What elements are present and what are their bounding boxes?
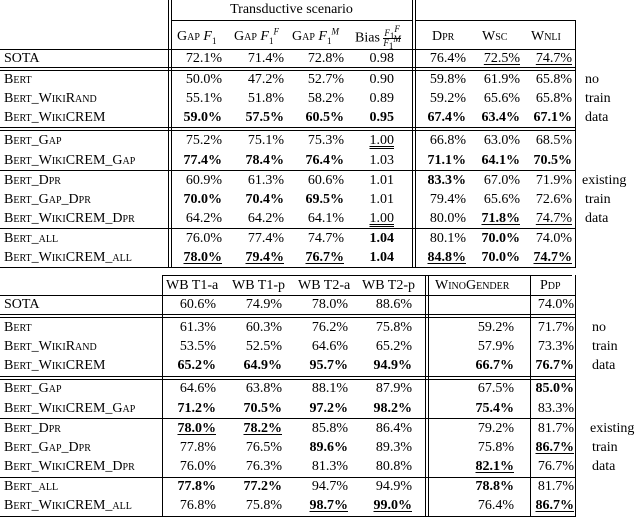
t2-divider — [425, 275, 426, 517]
t1-cell: 59.2% — [429, 91, 466, 106]
t1-cell: 71.8% — [481, 211, 520, 226]
t1-cell: 79.4% — [245, 250, 284, 265]
t2-divider — [428, 275, 429, 517]
t1-cell: 78.0% — [183, 250, 222, 265]
t1-cell: 59.0% — [183, 110, 222, 125]
t2-rule — [0, 418, 576, 419]
t2-cell: 86.7% — [535, 440, 574, 455]
t2-cell: 76.8% — [179, 498, 216, 513]
t2-cell: 95.7% — [309, 358, 348, 373]
t2-cell: 76.5% — [245, 440, 282, 455]
t1-cell: 76.4% — [305, 153, 344, 168]
t2-rule — [0, 295, 576, 296]
t2-rule — [0, 477, 576, 478]
t2-sota-label: SOTA — [4, 297, 40, 312]
t1-cell: 77.4% — [247, 231, 284, 246]
t2-cell: 98.7% — [309, 498, 348, 513]
t1-row-name: Bert_WikiCREM_Gap — [4, 153, 136, 168]
t2-col-header: WB T1-p — [232, 278, 286, 293]
t1-rule — [171, 20, 412, 21]
t2-cell: 81.7% — [537, 421, 574, 436]
t1-cell: 67.0% — [483, 173, 520, 188]
t1-cell: 78.4% — [245, 153, 284, 168]
t2-cell: 87.9% — [375, 381, 412, 396]
t2-cell: 78.0% — [177, 421, 216, 436]
t1-cell: 64.2% — [185, 211, 222, 226]
t1-side-label: existing — [582, 173, 627, 188]
t1-cell: 0.95 — [369, 110, 394, 125]
t2-cell: 74.0% — [537, 297, 574, 312]
t1-cell: 76.0% — [185, 231, 222, 246]
t2-cell: 76.7% — [535, 358, 574, 373]
t1-cell: 72.8% — [307, 51, 344, 66]
t2-row-name: Bert_Gap — [4, 381, 62, 396]
t2-cell: 85.8% — [311, 421, 348, 436]
t2-cell: 66.7% — [475, 358, 514, 373]
t1-cell: 83.3% — [427, 173, 466, 188]
t2-divider — [530, 275, 531, 517]
t2-cell: 78.8% — [475, 479, 514, 494]
t2-cell: 60.3% — [245, 320, 282, 335]
t1-rule — [0, 67, 576, 68]
t1-cell: 58.2% — [307, 91, 344, 106]
t1-cell: 55.1% — [185, 91, 222, 106]
t1-divider — [575, 20, 576, 268]
t1-rule — [0, 170, 576, 171]
t1-cell: 74.7% — [307, 231, 344, 246]
t2-row-name: Bert_Dpr — [4, 421, 61, 436]
t1-cell: 68.5% — [535, 133, 572, 148]
t1-col-header: Wnli — [531, 29, 561, 44]
t2-cell: 60.6% — [179, 297, 216, 312]
t1-cell: 61.3% — [247, 173, 284, 188]
t1-cell: 70.0% — [481, 231, 520, 246]
t2-cell: 86.7% — [535, 498, 574, 513]
t1-side-label: train — [585, 192, 611, 207]
t2-cell: 75.8% — [477, 440, 514, 455]
t2-cell: 79.2% — [477, 421, 514, 436]
t2-cell: 75.8% — [375, 320, 412, 335]
t1-cell: 79.4% — [429, 192, 466, 207]
t1-cell: 84.8% — [427, 250, 466, 265]
t1-cell: 60.9% — [185, 173, 222, 188]
t1-cell: 0.98 — [369, 51, 394, 66]
t1-cell: 1.04 — [369, 250, 394, 265]
t1-cell: 47.2% — [247, 72, 284, 87]
t2-cell: 75.4% — [475, 401, 514, 416]
t2-cell: 99.0% — [373, 498, 412, 513]
t1-cell: 1.01 — [369, 173, 394, 188]
t1-cell: 67.1% — [533, 110, 572, 125]
t1-cell: 60.6% — [307, 173, 344, 188]
t1-group-header: Transductive scenario — [230, 2, 353, 17]
t1-col-header: Dpr — [432, 29, 455, 44]
t2-cell: 88.1% — [311, 381, 348, 396]
t2-side-label: data — [592, 459, 616, 474]
t1-cell: 0.90 — [369, 72, 394, 87]
t1-cell: 70.0% — [481, 250, 520, 265]
t1-cell: 80.1% — [429, 231, 466, 246]
t2-cell: 76.0% — [179, 459, 216, 474]
t2-cell: 94.9% — [373, 358, 412, 373]
t2-cell: 78.2% — [243, 421, 282, 436]
t2-cell: 86.4% — [375, 421, 412, 436]
t2-cell: 61.3% — [179, 320, 216, 335]
t2-cell: 71.2% — [177, 401, 216, 416]
t1-cell: 70.0% — [183, 192, 222, 207]
t1-cell: 64.1% — [481, 153, 520, 168]
t2-cell: 85.0% — [535, 381, 574, 396]
t1-cell: 71.1% — [427, 153, 466, 168]
t2-cell: 89.3% — [375, 440, 412, 455]
t2-cell: 81.7% — [537, 479, 574, 494]
t1-row-name: Bert_Gap_Dpr — [4, 192, 91, 207]
t2-side-label: no — [592, 320, 606, 335]
t2-rule — [162, 275, 572, 276]
t1-cell: 1.04 — [369, 231, 394, 246]
t2-cell: 63.8% — [245, 381, 282, 396]
t2-cell: 97.2% — [309, 401, 348, 416]
t1-cell: 69.5% — [305, 192, 344, 207]
t1-cell: 65.8% — [535, 72, 572, 87]
t2-row-name: Bert_WikiRand — [4, 339, 97, 354]
t2-cell: 77.8% — [177, 479, 216, 494]
t2-col-header: WinoGender — [435, 278, 510, 293]
t2-cell: 64.6% — [179, 381, 216, 396]
t2-side-label: data — [592, 358, 616, 373]
t2-cell: 98.2% — [373, 401, 412, 416]
t2-row-name: Bert_WikiCREM_Dpr — [4, 459, 135, 474]
t2-rule — [0, 317, 576, 318]
t2-col-header: WB T2-p — [362, 278, 416, 293]
t2-side-label: existing — [590, 421, 635, 436]
t1-cell: 70.5% — [533, 153, 572, 168]
t1-cell: 75.1% — [247, 133, 284, 148]
t2-cell: 80.8% — [375, 459, 412, 474]
t1-cell: 63.0% — [483, 133, 520, 148]
t1-cell: 72.6% — [535, 192, 572, 207]
t1-cell: 51.8% — [247, 91, 284, 106]
t2-cell: 88.6% — [375, 297, 412, 312]
t1-cell: 65.6% — [483, 192, 520, 207]
t1-cell: 77.4% — [183, 153, 222, 168]
t2-cell: 76.3% — [245, 459, 282, 474]
t1-row-name: Bert_WikiCREM — [4, 110, 106, 125]
t2-cell: 77.2% — [243, 479, 282, 494]
t1-cell: 66.8% — [429, 133, 466, 148]
t1-row-name: Bert_WikiCREM_all — [4, 250, 132, 265]
t2-cell: 64.6% — [311, 339, 348, 354]
t1-cell: 71.4% — [247, 51, 284, 66]
t1-cell: 50.0% — [185, 72, 222, 87]
t2-cell: 82.1% — [475, 459, 514, 474]
t2-rule — [0, 376, 576, 377]
t2-cell: 94.9% — [375, 479, 412, 494]
t1-cell: 76.4% — [429, 51, 466, 66]
t1-cell: 65.8% — [535, 91, 572, 106]
t1-cell: 70.4% — [245, 192, 284, 207]
t2-cell: 70.5% — [243, 401, 282, 416]
t1-sota-label: SOTA — [4, 51, 40, 66]
t1-row-name: Bert_WikiCREM_Dpr — [4, 211, 135, 226]
t1-rule — [0, 130, 576, 131]
t2-cell: 77.8% — [179, 440, 216, 455]
t1-row-name: Bert — [4, 72, 32, 87]
t1-row-name: Bert_all — [4, 231, 59, 246]
t2-cell: 67.5% — [477, 381, 514, 396]
t2-cell: 78.0% — [311, 297, 348, 312]
t2-cell: 83.3% — [537, 401, 574, 416]
t1-rule — [0, 267, 576, 268]
t1-col-header: Gap $F_1^F$ — [234, 26, 279, 46]
t1-cell: 59.8% — [429, 72, 466, 87]
t1-row-name: Bert_Gap — [4, 133, 62, 148]
t2-cell: 76.4% — [477, 498, 514, 513]
t1-side-label: train — [585, 91, 611, 106]
t2-side-label: train — [592, 440, 618, 455]
t1-col-header: Wsc — [482, 29, 508, 44]
t1-cell: 71.9% — [535, 173, 572, 188]
t1-side-label: no — [585, 72, 599, 87]
t2-row-name: Bert — [4, 320, 32, 335]
t2-cell: 57.9% — [477, 339, 514, 354]
t2-row-name: Bert_WikiCREM_all — [4, 498, 132, 513]
t1-cell: 63.4% — [481, 110, 520, 125]
t1-cell: 1.00 — [369, 211, 394, 226]
t1-cell: 76.7% — [305, 250, 344, 265]
t1-rule — [0, 70, 576, 71]
t2-row-name: Bert_WikiCREM — [4, 358, 106, 373]
t1-col-header: Gap $F_1^M$ — [292, 26, 339, 46]
t1-cell: 64.1% — [307, 211, 344, 226]
t1-cell: 74.7% — [535, 211, 572, 226]
t2-cell: 94.7% — [311, 479, 348, 494]
t2-cell: 59.2% — [477, 320, 514, 335]
t2-cell: 64.9% — [243, 358, 282, 373]
t1-col-header: Gap $F_1$ — [177, 29, 217, 46]
t1-cell: 61.9% — [483, 72, 520, 87]
t1-row-name: Bert_Dpr — [4, 173, 61, 188]
t2-cell: 71.7% — [537, 320, 574, 335]
t1-cell: 57.5% — [245, 110, 284, 125]
t2-col-header: WB T1-a — [166, 278, 219, 293]
t1-cell: 1.01 — [369, 192, 394, 207]
t2-cell: 53.5% — [179, 339, 216, 354]
t1-cell: 74.7% — [533, 250, 572, 265]
t1-col-header: Bias $F_1^F$ $F_1^M$ — [355, 24, 401, 51]
t2-cell: 65.2% — [177, 358, 216, 373]
t2-cell: 76.2% — [311, 320, 348, 335]
t1-cell: 60.5% — [305, 110, 344, 125]
t1-cell: 74.7% — [535, 51, 572, 66]
t1-rule — [0, 228, 576, 229]
t2-cell: 89.6% — [309, 440, 348, 455]
t2-side-label: train — [592, 339, 618, 354]
t2-rule — [0, 314, 576, 315]
t2-cell: 73.3% — [537, 339, 574, 354]
t1-cell: 75.3% — [307, 133, 344, 148]
t1-cell: 72.1% — [185, 51, 222, 66]
t1-side-label: data — [585, 110, 609, 125]
t2-row-name: Bert_all — [4, 479, 59, 494]
t1-row-name: Bert_WikiRand — [4, 91, 97, 106]
t1-cell: 67.4% — [427, 110, 466, 125]
t1-cell: 65.6% — [483, 91, 520, 106]
t2-cell: 52.5% — [245, 339, 282, 354]
t2-col-header: Pdp — [540, 278, 561, 293]
t1-cell: 0.89 — [369, 91, 394, 106]
t2-cell: 81.3% — [311, 459, 348, 474]
t2-row-name: Bert_Gap_Dpr — [4, 440, 91, 455]
t1-rule — [0, 127, 576, 128]
t1-side-label: data — [585, 211, 609, 226]
t1-cell: 52.7% — [307, 72, 344, 87]
t1-cell: 74.0% — [535, 231, 572, 246]
t2-cell: 76.7% — [537, 459, 574, 474]
t2-cell: 75.8% — [245, 498, 282, 513]
t2-rule — [0, 379, 576, 380]
t1-cell: 1.03 — [369, 153, 394, 168]
t1-rule — [415, 20, 575, 21]
t2-divider — [162, 275, 163, 517]
t2-divider — [575, 275, 576, 517]
t1-cell: 64.2% — [247, 211, 284, 226]
t1-rule — [0, 49, 576, 50]
t2-col-header: WB T2-a — [298, 278, 351, 293]
t2-cell: 65.2% — [375, 339, 412, 354]
t1-cell: 72.5% — [483, 51, 520, 66]
t1-cell: 1.00 — [369, 133, 394, 148]
t1-cell: 80.0% — [429, 211, 466, 226]
t2-cell: 74.9% — [245, 297, 282, 312]
t1-cell: 75.2% — [185, 133, 222, 148]
t2-row-name: Bert_WikiCREM_Gap — [4, 401, 136, 416]
